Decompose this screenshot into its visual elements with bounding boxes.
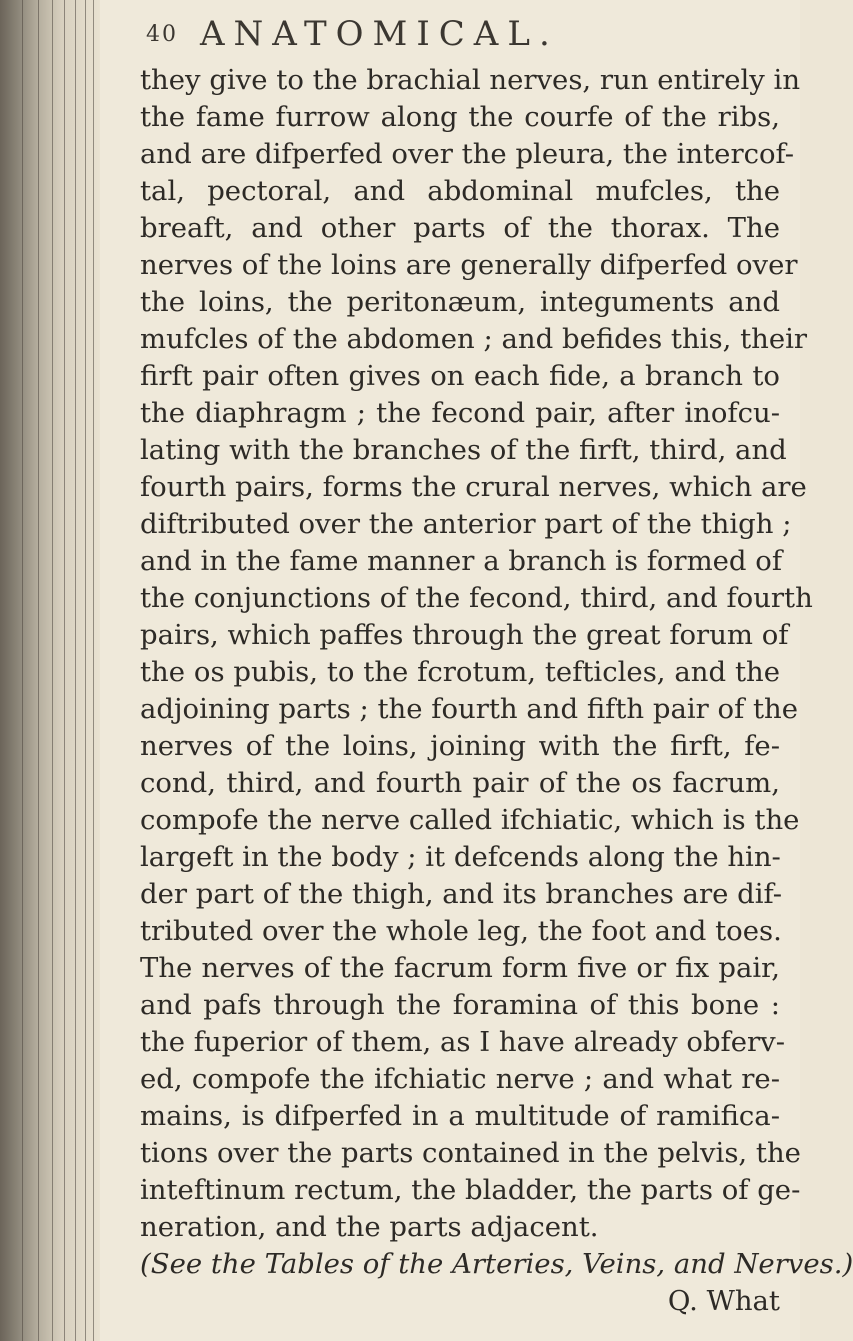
page-edge-line (85, 0, 86, 1341)
body-text (140, 62, 853, 1320)
text-line: mufcles of the abdomen ; and befides this, their (140, 323, 808, 355)
text-line: compofe the nerve called ifchiatic, which is the (140, 804, 800, 836)
page-edge-line (93, 0, 94, 1341)
reference-note: (See the Tables of the Arteries, Veins, and Nerves.) (140, 1248, 853, 1280)
text-line: tributed over the whole leg, the foot and toes. (140, 915, 782, 947)
page-edge-line (64, 0, 65, 1341)
text-line: largeft in the body ; it defcends along the hin- (140, 841, 781, 873)
page-edge-line (22, 0, 23, 1341)
text-line: breaft, and other parts of the thorax. The (140, 212, 780, 244)
text-line: the os pubis, to the fcrotum, tefticles, and the (140, 656, 780, 688)
text-line: and are difperfed over the pleura, the intercof- (140, 138, 795, 170)
text-line: and in the fame manner a branch is formed of (140, 545, 783, 577)
text-line: der part of the thigh, and its branches are dif- (140, 878, 783, 910)
text-line: inteftinum rectum, the bladder, the parts of ge- (140, 1174, 801, 1206)
text-line: the fame furrow along the courfe of the ribs, (140, 101, 780, 133)
text-line: mains, is difperfed in a multitude of ramifica- (140, 1100, 780, 1132)
text-line: the diaphragm ; the fecond pair, after inofcu- (140, 397, 780, 429)
page-number: 40 (146, 22, 178, 47)
text-line: pairs, which paffes through the great forum of (140, 619, 789, 651)
page-edge-line (38, 0, 39, 1341)
text-line: firft pair often gives on each fide, a branch to (140, 360, 780, 392)
book-binding-gutter (0, 0, 100, 1341)
running-title: ANATOMICAL. (200, 14, 559, 54)
page-edge-line (75, 0, 76, 1341)
text-line: tions over the parts contained in the pelvis, the (140, 1137, 801, 1169)
text-line: nerves of the loins, joining with the firft, fe- (140, 730, 780, 762)
text-line: the loins, the peritonæum, integuments and (140, 286, 780, 318)
text-line: they give to the brachial nerves, run entirely in (140, 64, 801, 96)
text-line: and pafs through the foramina of this bone : (140, 989, 780, 1021)
text-line: tal, pectoral, and abdominal mufcles, the (140, 175, 780, 207)
text-line: diftributed over the anterior part of the thigh ; (140, 508, 792, 540)
text-line: The nerves of the facrum form five or fix pair, (140, 952, 780, 984)
text-line: neration, and the parts adjacent. (140, 1211, 599, 1243)
text-line: lating with the branches of the firft, third, and (140, 434, 787, 466)
page-edge-line (52, 0, 53, 1341)
text-line: cond, third, and fourth pair of the os facrum, (140, 767, 780, 799)
text-line: nerves of the loins are generally difperfed over (140, 249, 798, 281)
text-line: the fuperior of them, as I have already obferv- (140, 1026, 785, 1058)
text-line: adjoining parts ; the fourth and fifth pair of the (140, 693, 799, 725)
text-line: the conjunctions of the fecond, third, and fourth (140, 582, 813, 614)
page-header (146, 14, 766, 62)
text-line: ed, compofe the ifchiatic nerve ; and what re- (140, 1063, 780, 1095)
catchword: Q. What (667, 1285, 780, 1317)
text-line: fourth pairs, forms the crural nerves, which are (140, 471, 807, 503)
